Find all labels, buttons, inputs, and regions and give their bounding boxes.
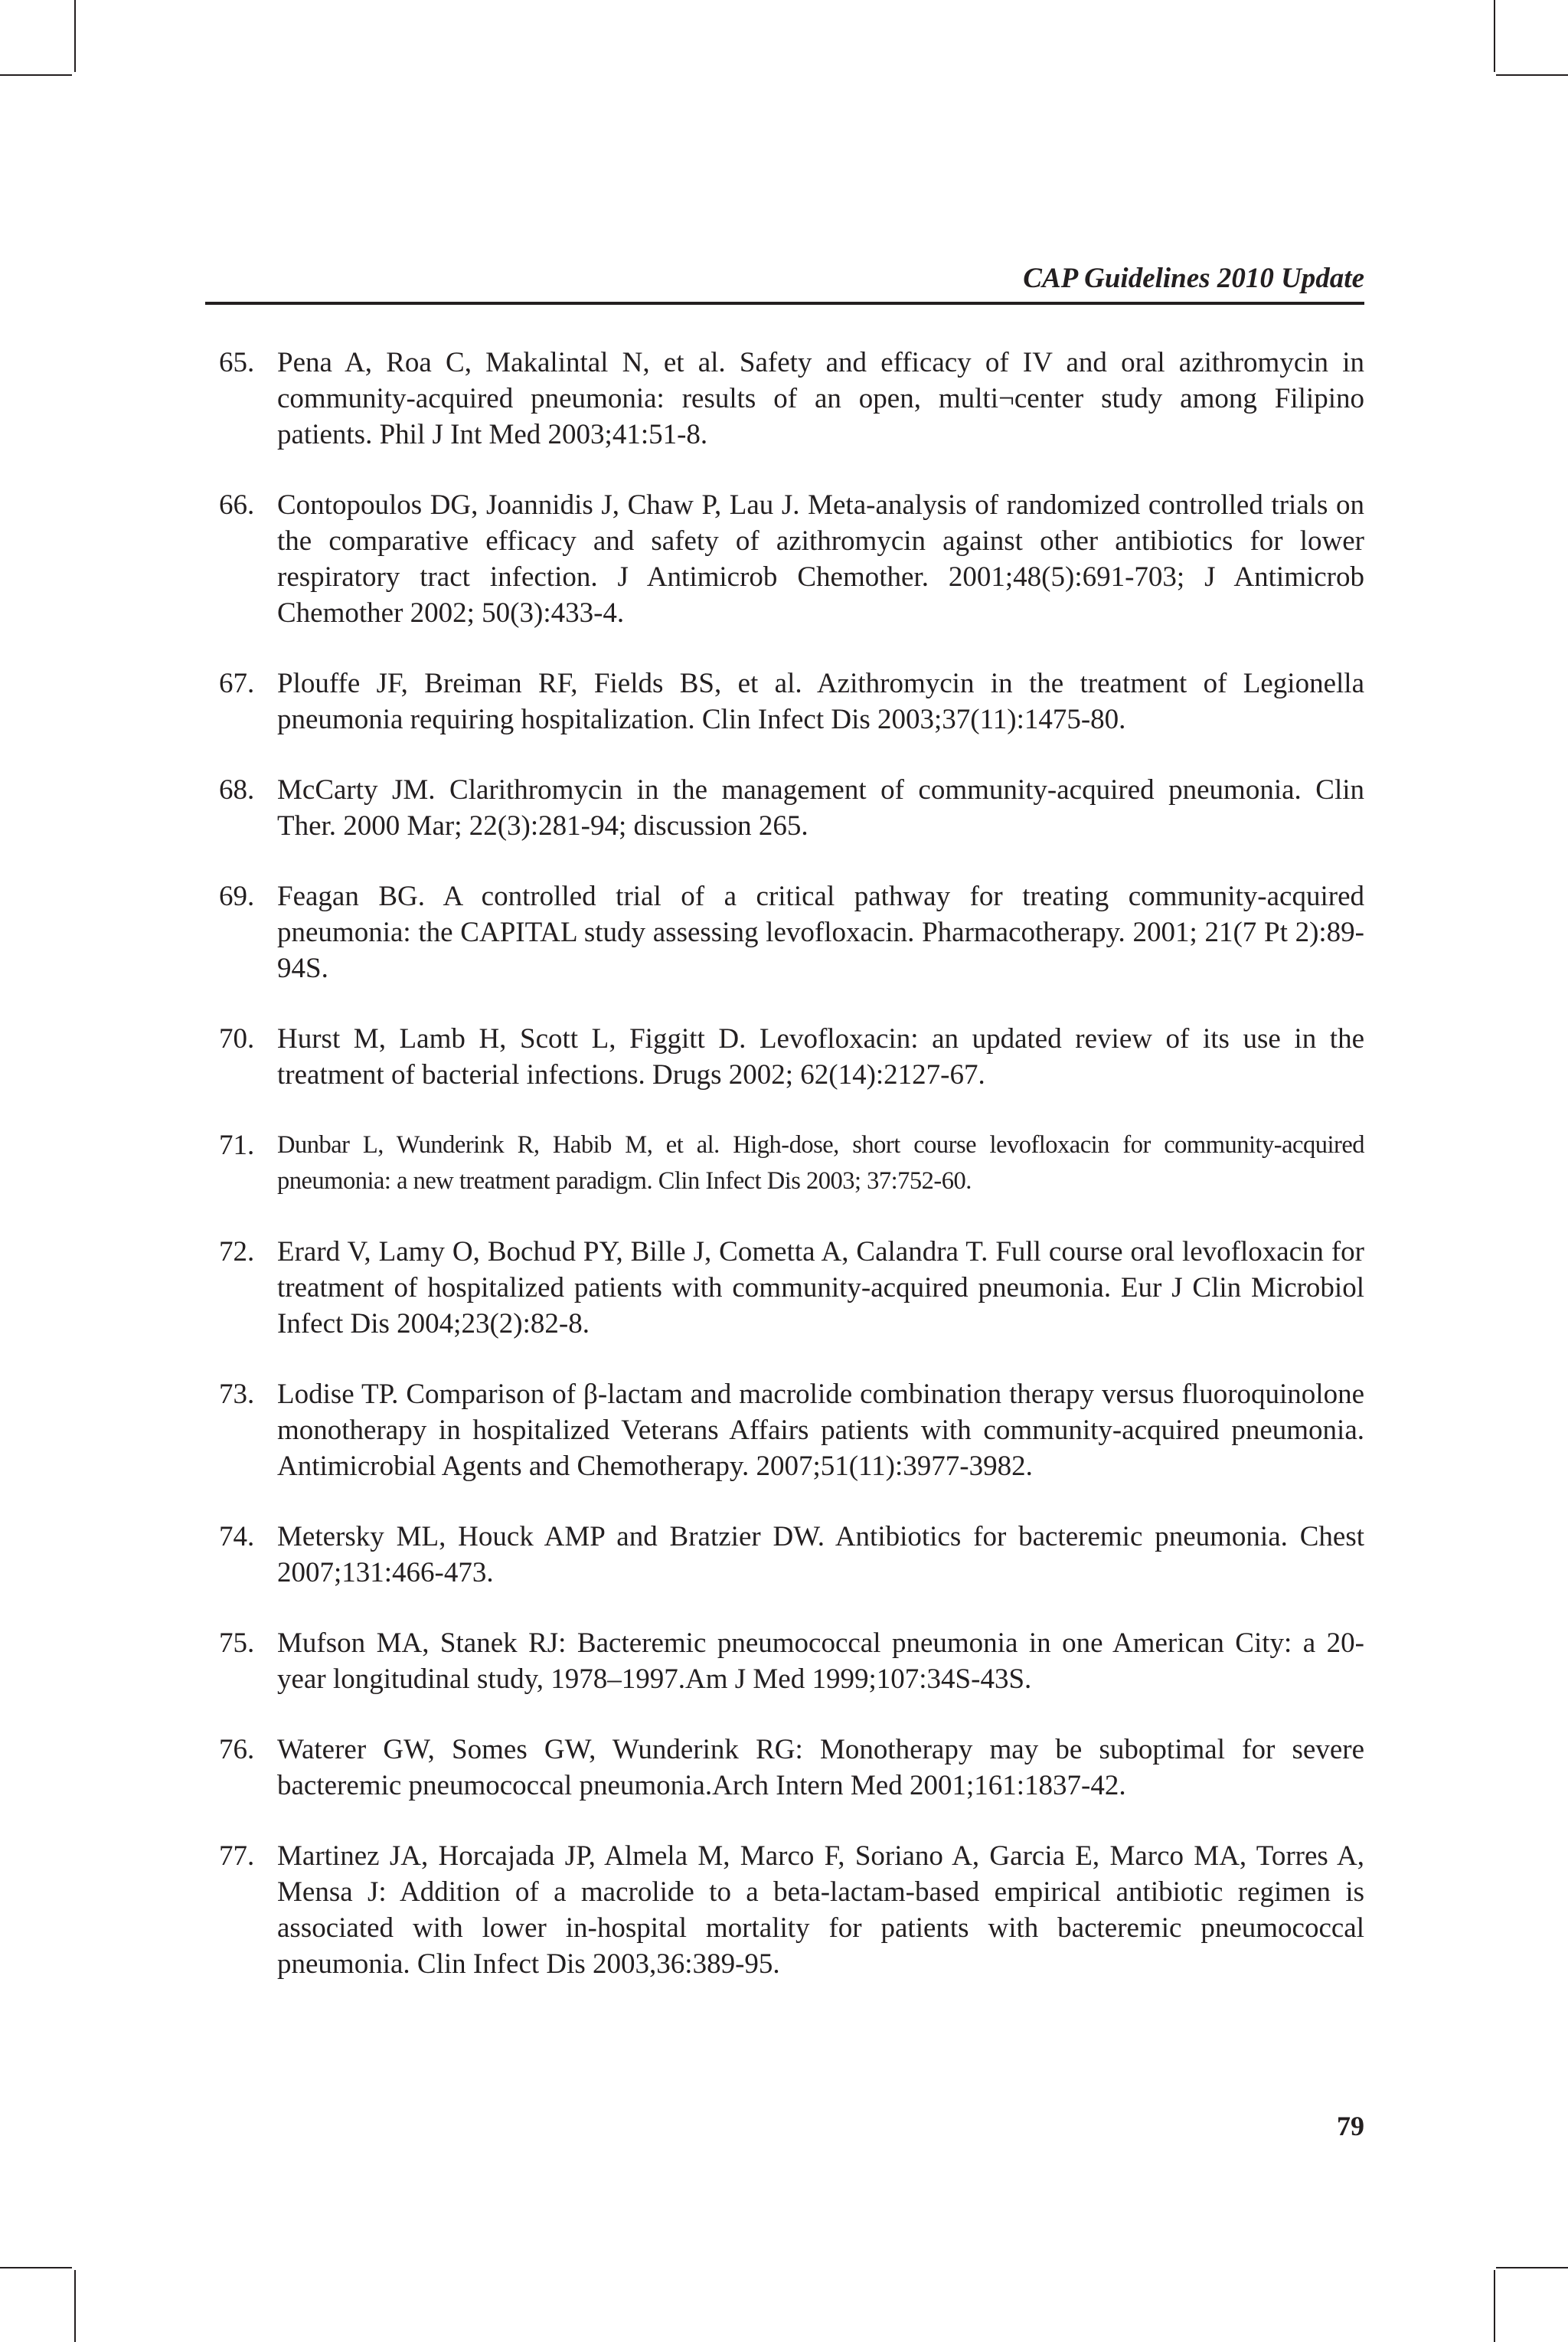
- page-number: 79: [1337, 2111, 1364, 2141]
- reference-item: [205, 1234, 1364, 1342]
- reference-text: Feagan BG. A controlled trial of a critical pathway for treating community-acquired pneumonia: the CAPITAL study assessing levofloxacin. Pharmacotherapy. 2001; 21(7 Pt 2):89-94S.: [277, 881, 1364, 984]
- running-header: [205, 260, 1364, 305]
- reference-number: 73.: [219, 1379, 255, 1410]
- reference-text: Hurst M, Lamb H, Scott L, Figgitt D. Levofloxacin: an updated review of its use in the treatment of bacterial infections. Drugs 2002; 62(14):2127-67.: [277, 1023, 1364, 1091]
- crop-mark: [0, 2267, 72, 2268]
- reference-number: 70.: [219, 1023, 255, 1055]
- reference-text: Plouffe JF, Breiman RF, Fields BS, et al. Azithromycin in the treatment of Legionella pneumonia requiring hospitalization. Clin Infect Dis 2003;37(11):1475-80.: [277, 668, 1364, 735]
- reference-item: [205, 666, 1364, 738]
- crop-mark: [1494, 0, 1495, 72]
- reference-number: 74.: [219, 1521, 255, 1552]
- reference-text: Waterer GW, Somes GW, Wunderink RG: Monotherapy may be suboptimal for severe bacteremic pneumococcal pneumonia.Arch Intern Med 2001;161:1837-42.: [277, 1734, 1364, 1801]
- reference-item: [205, 1625, 1364, 1697]
- reference-text: Pena A, Roa C, Makalintal N, et al. Safety and efficacy of IV and oral azithromycin in community-acquired pneumonia: results of an open, multi¬center study among Filipino patients. Phil J Int Med 2003;41:51-8.: [277, 347, 1364, 450]
- crop-mark: [1496, 74, 1568, 76]
- reference-item: [205, 345, 1364, 453]
- reference-number: 76.: [219, 1734, 255, 1765]
- crop-mark: [1496, 2267, 1568, 2268]
- reference-number: 67.: [219, 668, 255, 699]
- reference-text: Erard V, Lamy O, Bochud PY, Bille J, Cometta A, Calandra T. Full course oral levofloxacin for treatment of hospitalized patients with community-acquired pneumonia. Eur J Clin Microbiol Infect Dis 2004;23(2):82-8.: [277, 1236, 1364, 1339]
- reference-item: [205, 1838, 1364, 1982]
- running-header-title: CAP Guidelines 2010 Update: [1023, 263, 1364, 294]
- reference-number: 68.: [219, 774, 255, 806]
- reference-text: Mufson MA, Stanek RJ: Bacteremic pneumococcal pneumonia in one American City: a 20-year longitudinal study, 1978–1997.Am J Med 1999;107:34S-43S.: [277, 1627, 1364, 1695]
- reference-number: 65.: [219, 347, 255, 378]
- crop-mark: [1494, 2270, 1495, 2342]
- reference-number: 75.: [219, 1627, 255, 1659]
- reference-item: [205, 878, 1364, 986]
- reference-text: Contopoulos DG, Joannidis J, Chaw P, Lau J. Meta-analysis of randomized controlled trials on the comparative efficacy and safety of azithromycin against other antibiotics for lower respiratory tract infection. J Antimicrob Chemother. 2001;48(5):691-703; J Antimicrob Chemother 2002; 50(3):433-4.: [277, 489, 1364, 629]
- reference-text: Martinez JA, Horcajada JP, Almela M, Marco F, Soriano A, Garcia E, Marco MA, Torres A, Mensa J: Addition of a macrolide to a beta-lactam-based empirical antibiotic regimen is associated with lower in-hospital mortality for patients with bacteremic pneumococcal pneumonia. Clin Infect Dis 2003,36:389-95.: [277, 1840, 1364, 1980]
- reference-item: [205, 1021, 1364, 1093]
- reference-item: [205, 487, 1364, 631]
- reference-list: [205, 345, 1364, 2017]
- reference-number: 71.: [219, 1130, 255, 1161]
- reference-text: Metersky ML, Houck AMP and Bratzier DW. Antibiotics for bacteremic pneumonia. Chest 2007;131:466-473.: [277, 1521, 1364, 1588]
- crop-mark: [74, 2270, 76, 2342]
- reference-number: 77.: [219, 1840, 255, 1872]
- reference-item: [205, 772, 1364, 844]
- reference-item: [205, 1519, 1364, 1591]
- reference-number: 72.: [219, 1236, 255, 1267]
- reference-item: [205, 1127, 1364, 1199]
- reference-text: Lodise TP. Comparison of β-lactam and macrolide combination therapy versus fluoroquinolone monotherapy in hospitalized Veterans Affairs patients with community-acquired pneumonia. Antimicrobial Agents and Chemotherapy. 2007;51(11):3977-3982.: [277, 1379, 1364, 1482]
- reference-item: [205, 1732, 1364, 1804]
- reference-number: 69.: [219, 881, 255, 912]
- reference-number: 66.: [219, 489, 255, 521]
- reference-text: Dunbar L, Wunderink R, Habib M, et al. High-dose, short course levofloxacin for community-acquired pneumonia: a new treatment paradigm. Clin Infect Dis 2003; 37:752-60.: [277, 1131, 1364, 1195]
- crop-mark: [0, 74, 72, 76]
- reference-item: [205, 1376, 1364, 1484]
- crop-mark: [74, 0, 76, 72]
- reference-text: McCarty JM. Clarithromycin in the management of community-acquired pneumonia. Clin Ther. 2000 Mar; 22(3):281-94; discussion 265.: [277, 774, 1364, 842]
